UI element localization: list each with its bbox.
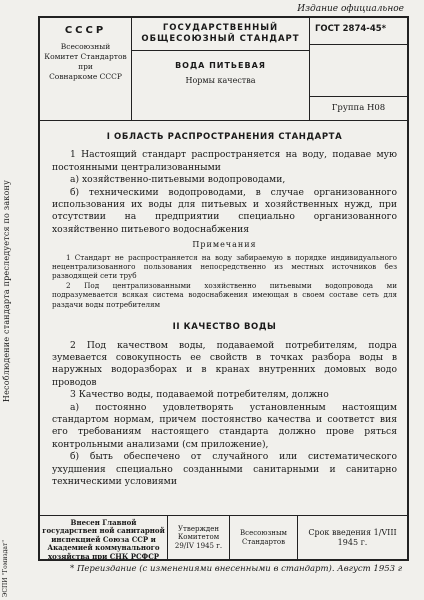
group-code: Группа Н08 xyxy=(310,96,407,120)
gost-number: ГОСТ 2874-45* xyxy=(310,18,407,45)
document-title: ВОДА ПИТЬЕВАЯ xyxy=(175,61,266,70)
document-footer xyxy=(40,515,407,559)
document-frame xyxy=(38,16,409,561)
code-block xyxy=(310,18,407,120)
notes-heading: Примечания xyxy=(192,240,257,250)
printer-side-code: ЭСПИ "Гомиздат" xyxy=(2,540,9,598)
section-title: II КАЧЕСТВО ВОДЫ xyxy=(172,322,277,333)
paragraph: 1 Настоящий стандарт распространяется на воду, подавае мую постоянными централизованными xyxy=(52,149,397,173)
edition-label: Издание официальное xyxy=(297,4,404,14)
reissue-note: * Переиздание (с изменениями внесенными в стандарт). Август 1953 г xyxy=(70,564,403,574)
committee-line: Всесоюзный xyxy=(60,42,111,51)
issuer-block xyxy=(40,18,132,120)
document-subtitle: Нормы качества xyxy=(185,76,256,85)
introduced-by: Внесен Главной государствен ной санитарной инспекцией Союза ССР и Академией коммунального хозяйства при СНК РСФСР xyxy=(40,516,168,559)
committee-line: Комитет Стандартов xyxy=(44,52,127,61)
paragraph: б) быть обеспечено от случайного или систематического ухудшения специально созданными санитарными и санитарно техническими условиями xyxy=(52,451,397,487)
ussr-label: СССР xyxy=(64,25,107,36)
paragraph: а) постоянно удовлетворять установленным настоящим стандартом нормам, причем постоянство качества и соответст вия его требованиям настоящего стандарта должно прове ряться контрольными анализами (см приложение), xyxy=(52,401,397,450)
standard-block xyxy=(132,18,310,120)
section-title: I ОБЛАСТЬ РАСПРОСТРАНЕНИЯ СТАНДАРТА xyxy=(106,132,343,142)
document-body xyxy=(40,131,407,525)
note: 2 Под централизованными хозяйственно питьевыми водопровода ми подразумевается всякая система водоснабжения имеющая в своем составе сеть для раздачи воды потребителям xyxy=(52,280,397,309)
approved-label: Утвержден Комитетом 29/IV 1945 г. xyxy=(168,516,230,559)
document-header xyxy=(40,18,407,121)
note: 1 Стандарт не распространяется на воду забираемую в порядке индивидуального нецентрализованного пользования непосредственно из местных источников без разводящей сети труб xyxy=(52,252,397,281)
effective-date: Срок введения 1/VIII 1945 г. xyxy=(308,527,397,547)
approved-org: Всесоюзным Стандартов xyxy=(230,516,298,559)
legal-side-note: Несоблюдение стандарта преследуется по закону xyxy=(2,180,11,403)
paragraph: 2 Под качеством воды, подаваемой потребителям, подра зумевается совокупность ее свойств в точках разбора воды в наружных водоразборах и в кранах внутренних домовых водо проводов xyxy=(52,339,397,388)
standard-type: ГОСУДАРСТВЕННЫЙ ОБЩЕСОЮЗНЫЙ СТАНДАРТ xyxy=(132,18,309,51)
committee-line: при xyxy=(78,62,93,71)
paragraph: а) хозяйственно-питьевыми водопроводами, xyxy=(70,174,286,186)
paragraph: б) техническими водопроводами, в случае организованного использования их воды для питьевых и хозяйственных нужд, при отсутствии на предприятии специально организованного хозяйственно питьевого водоснабжения xyxy=(52,186,397,235)
committee-line: Совнаркоме СССР xyxy=(49,72,122,81)
paragraph: 3 Качество воды, подаваемой потребителям, должно xyxy=(70,389,329,401)
